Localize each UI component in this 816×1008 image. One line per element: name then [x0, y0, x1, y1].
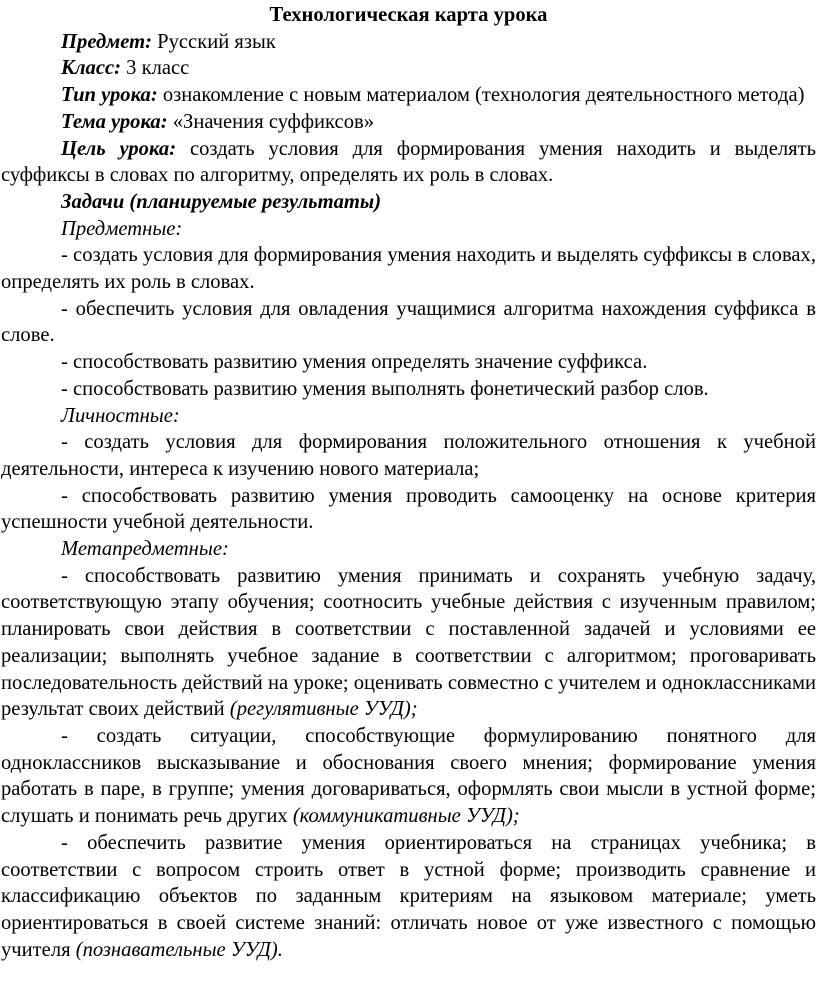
meta-result-tag: (коммуникативные УУД);: [292, 805, 520, 828]
meta-result-text: - создать ситуации, способствующие формулированию понятного для одноклассников высказывание и обоснования своего мнения; формирование умения работать в паре, в группе; умения договариваться, оформлять свои мысли в устной форме; слушать и понимать речь других: [1, 724, 816, 828]
meta-result-text: - обеспечить развитие умения ориентироваться на страницах учебника; в соответствии с вопросом строить ответ в устной форме; производить сравнение и классификацию объектов по заданным критериям на языковом материале; уметь ориентироваться в своей системе знаний: отличать новое от уже известного с помощью учителя: [1, 831, 816, 961]
personal-result-item: - способствовать развитию умения проводить самооценку на основе критерия успешности учебной деятельности.: [1, 484, 816, 534]
meta-results-heading: Метапредметные:: [61, 538, 229, 561]
grade-label: Класс:: [61, 57, 121, 80]
lesson-type-label: Тип урока:: [61, 84, 158, 107]
goal-value: создать условия для формирования умения находить и выделять суффиксы в словах по алгоритму, определять их роль в словах.: [1, 137, 816, 187]
goal-line: [1, 136, 816, 189]
meta-result-text: - способствовать развитию умения принимать и сохранять учебную задачу, соответствующую этапу обучения; соотносить учебные действия с изученным правилом; планировать свои действия в соответствии с поставленной задачей и условиями ее реализации; выполнять учебное задание в соответствии с алгоритмом; проговаривать последовательность действий на уроке; оценивать совместно с учителем и одноклассниками результат своих действий: [1, 564, 816, 721]
meta-result-item: [1, 723, 816, 830]
document-title: Технологическая карта урока: [269, 4, 548, 26]
topic-line: [1, 109, 816, 136]
grade-value: 3 класс: [120, 57, 190, 80]
personal-results-heading: Личностные:: [61, 404, 180, 427]
tasks-heading: Задачи (планируемые результаты): [61, 190, 382, 213]
meta-result-tag: (регулятивные УУД);: [229, 698, 418, 721]
subject-line: [1, 29, 816, 56]
meta-result-item: [1, 563, 816, 723]
personal-result-item: - создать условия для формирования положительного отношения к учебной деятельности, интереса к изучению нового материала;: [1, 431, 816, 480]
topic-value: «Значения суффиксов»: [167, 110, 375, 133]
subject-value: Русский язык: [152, 30, 276, 53]
subject-result-item: - способствовать развитию умения выполнять фонетический разбор слов.: [61, 377, 709, 400]
meta-result-item: [1, 830, 816, 964]
lesson-type-line: [1, 82, 816, 109]
goal-label: Цель урока:: [61, 137, 177, 160]
subject-result-item: - обеспечить условия для овладения учащимися алгоритма нахождения суффикса в слове.: [1, 297, 816, 347]
lesson-type-value: ознакомление с новым материалом (технология деятельностного метода): [157, 84, 805, 107]
subject-results-heading: Предметные:: [61, 217, 183, 240]
meta-result-tag: (познавательные УУД).: [75, 938, 283, 961]
topic-label: Тема урока:: [61, 110, 168, 133]
subject-result-item: - создать условия для формирования умения находить и выделять суффиксы в словах, определять их роль в словах.: [1, 244, 816, 294]
subject-label: Предмет:: [61, 30, 153, 53]
grade-line: [1, 55, 816, 82]
subject-result-item: - способствовать развитию умения определять значение суффикса.: [61, 351, 648, 374]
